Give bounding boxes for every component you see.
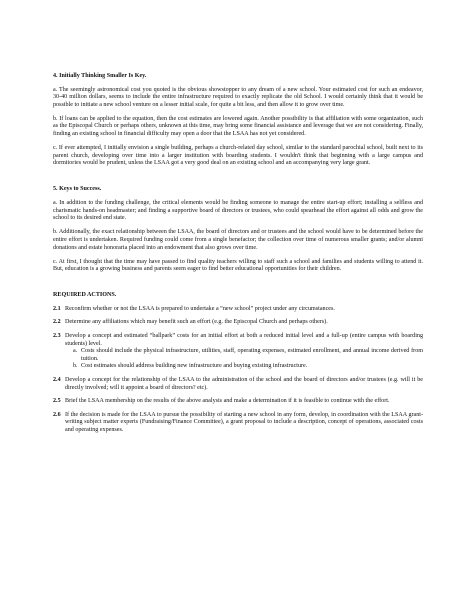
action-text: Develop a concept for the relationship of the LSAA to the administration of the school and the board of directors and/or trustees (e.g. will it be directly involved; will it appoint a board of directors? etc).	[65, 377, 423, 391]
action-text: Reconfirm whether or not the LSAA is prepared to undertake a “new school” project under any circumstances.	[65, 305, 335, 312]
action-number: 2.4	[53, 377, 61, 384]
action-number: 2.2	[53, 319, 61, 326]
section-4-heading: 4. Initially Thinking Smaller Is Key.	[53, 73, 147, 79]
action-subitem	[73, 348, 423, 363]
subitem-label: b.	[73, 363, 78, 370]
section-5-paragraph-c: c. At first, I thought that the time may have passed to find quality teachers willing to staff such a school and families and students willing to attend it. But, education is a growing business and parents seem eager to find better educational opportunities for their children.	[53, 258, 423, 273]
action-body	[65, 333, 423, 371]
section-4-paragraph-c: c. If ever attempted, I initially envision a single building, perhaps a church-related day school, similar to the standard parochial school, built next to its parent church, developing over time into a larger institution with boarding students. I wouldn't think that beginning with a large campus and dormitories would be prudent, unless the LSAA got a very good deal on an existing school and an accompanying very large grant.	[53, 145, 423, 167]
action-text: If the decision is made for the LSAA to pursue the possibility of starting a new school in any form, develop, in coordination with the LSAA grant-writing subject matter experts (Fundraising/Finance Committee), a grant proposal to include a description, concept of operations, associated costs and operating expenses.	[65, 411, 423, 433]
action-number: 2.3	[53, 333, 61, 340]
subitem-text: Cost estimates should address building new infrastructure and buying existing infrastructure.	[81, 363, 308, 370]
document-body	[53, 73, 423, 441]
required-action-item	[53, 398, 423, 406]
action-number: 2.1	[53, 305, 61, 312]
required-action-item	[53, 319, 423, 327]
action-subitem	[73, 363, 423, 371]
action-text: Brief the LSAA membership on the results of the above analysis and make a determination if it is feasible to continue with the effort.	[65, 398, 390, 405]
required-action-item	[53, 412, 423, 435]
action-text: Develop a concept and estimated “ballpark” costs for an initial effort at both a reduced initial level and a full-up (entire campus with boarding students) level.	[65, 333, 423, 347]
section-4-paragraph-b: b. If loans can be applied to the equation, then the cost estimates are lowered again. Another possibility is that affiliation with some organization, such as the Episcopal Church or perhaps others, unknown at this time, may bring some financial assistance and leverage that we are not considering. Finally, finding an existing school in financial difficulty may open a door that the LSAA has not yet considered.	[53, 115, 423, 138]
subitem-label: a.	[73, 348, 78, 355]
action-number: 2.5	[53, 398, 61, 405]
section-5-paragraph-a: a. In addition to the funding challenge, the critical elements would be finding someone to manage the entire start-up effort; installing a selfless and charismatic hands-on headmaster; and finding a supportive board of directors or trustees, who could spearhead the effort against all odds and grow the school to its desired end state.	[53, 200, 423, 222]
required-action-item	[53, 377, 423, 392]
section-4-paragraph-a: a. The seemingly astronomical cost you quoted is the obvious showstopper to any dream of a new school. Your estimated cost for such an endeavor, 30-40 million dollars, seems to include the entire infrastructure required to exactly replicate the old School. I would certainly think that it would be possible to initiate a new school venture on a lesser initial scale, for quite a bit less, and then allow it to grow over time.	[53, 86, 423, 108]
section-5-paragraph-b: b. Additionally, the exact relationship between the LSAA, the board of directors and or trustees and the school would have to be determined before the entire effort is undertaken. Required funding could come from a single benefactor; the collection over time of numerous smaller grants; and/or alumni donations and estate honoraria placed into an endowment that also grows over time.	[53, 229, 423, 251]
required-actions-heading: REQUIRED ACTIONS.	[53, 292, 117, 299]
required-action-item	[53, 306, 423, 314]
required-action-item	[53, 333, 423, 371]
section-5-heading: 5. Keys to Success.	[53, 186, 102, 193]
spacer	[53, 174, 423, 186]
action-text: Determine any affiliations which may benefit such an effort (e.g. the Episcopal Church and perhaps others).	[65, 319, 328, 326]
action-number: 2.6	[53, 411, 61, 418]
spacer	[53, 280, 423, 292]
subitem-text: Costs should include the physical infrastructure, utilities, staff, operating expenses, estimated enrollment, and annual income derived from tuition.	[81, 348, 423, 362]
